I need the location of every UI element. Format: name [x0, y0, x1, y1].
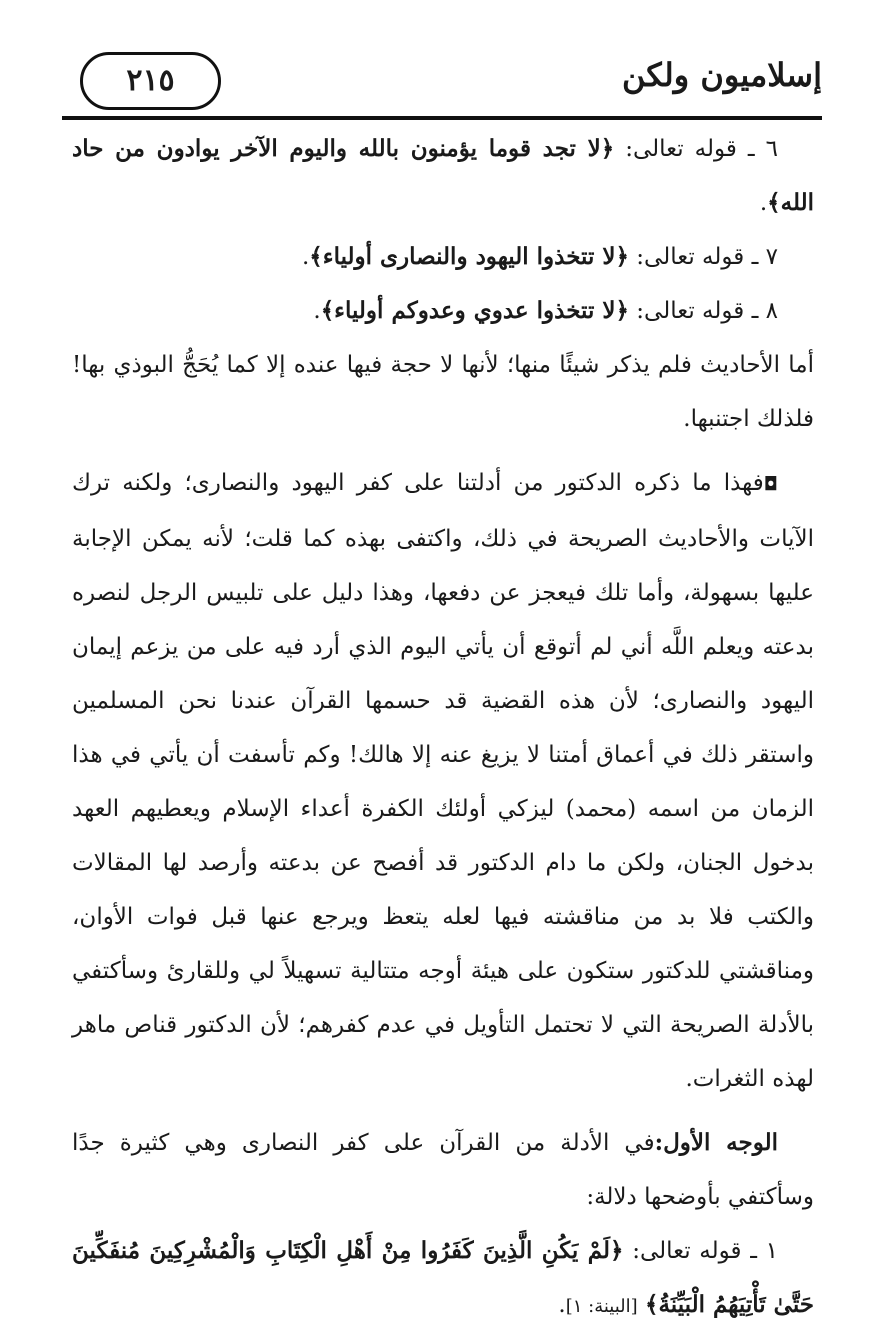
verse-item-6: ٦ ـ قوله تعالى: ﴿لا تجد قوما يؤمنون بالله واليوم الآخر يوادون من حاد الله﴾.: [72, 135, 814, 216]
quran-quote: ﴿لا تتخذوا اليهود والنصارى أولياء﴾: [309, 243, 629, 270]
surah-reference: [البينة: ١]: [565, 1296, 638, 1317]
verse-item-8: ٨ ـ قوله تعالى: ﴿لا تتخذوا عدوي وعدوكم أولياء﴾.: [313, 297, 778, 324]
quran-quote: ﴿لا تجد قوما يؤمنون بالله واليوم الآخر يوادون من حاد الله﴾: [72, 135, 814, 216]
page-body: [72, 122, 814, 1334]
page-number: ٢١٥: [80, 52, 221, 110]
section-heading: الوجه الأول:: [654, 1129, 778, 1156]
running-title: إسلاميون ولكن: [622, 56, 822, 94]
main-paragraph: ◘فهذا ما ذكره الدكتور من أدلتنا على كفر اليهود والنصارى؛ ولكنه ترك الآيات والأحاديث الصريحة في ذلك، واكتفى بهذه كما قلت؛ لأنه يمكن الإجابة عليها بسهولة، وأما تلك فيعجز عن دفعها، وهذا دليل على تلبيس الرجل لنصره بدعته ويعلم اللَّه أني لم أتوقع أن يأتي اليوم الذي أرد فيه على من يزعم إيمان اليهود والنصارى؛ لأن هذه القضية قد حسمها القرآن عندنا نحن المسلمين واستقر ذلك في أعماق أمتنا لا يزيغ عنه إلا هالك! وكم تأسفت أن يأتي في هذا الزمان من اسمه (محمد) ليزكي أولئك الكفرة أعداء الإسلام ويعطيهم العهد بدخول الجنان، ولكن ما دام الدكتور قد أفصح عن بدعته وأرصد لها المقالات والكتب فلا بد من مناقشته فيها لعله يتعظ ويرجع عنها قبل فوات الأوان، ومناقشتي للدكتور ستكون على هيئة أوجه متتالية تسهيلاً لي وللقارئ وسأكتفي بالأدلة الصريحة التي لا تحتمل التأويل في عدم كفرهم؛ لأن الدكتور قناص ماهر لهذه الثغرات.: [72, 470, 814, 1092]
section-text: في الأدلة من القرآن على كفر النصارى وهي كثيرة جدًا وسأكتفي بأوضحها دلالة:: [72, 1130, 814, 1210]
verse-item-1: ١ ـ قوله تعالى: ﴿لَمْ يَكُنِ الَّذِينَ كَفَرُوا مِنْ أَهْلِ الْكِتَابِ وَالْمُشْرِكِينَ مُنفَكِّينَ حَتَّىٰ تَأْتِيَهُمُ الْبَيِّنَةُ﴾ [البينة: ١].: [72, 1237, 814, 1318]
hadith-paragraph: أما الأحاديث فلم يذكر شيئًا منها؛ لأنها لا حجة فيها عنده إلا كما يُحَجُّ البوذي بها! فلذلك اجتنبها.: [72, 352, 814, 432]
quran-quote: ﴿لا تتخذوا عدوي وعدوكم أولياء﴾: [320, 297, 629, 324]
square-bullet-icon: ◘: [763, 474, 779, 495]
verse-item-7: ٧ ـ قوله تعالى: ﴿لا تتخذوا اليهود والنصارى أولياء﴾.: [301, 243, 778, 270]
section-first-aspect: [72, 1116, 814, 1224]
quran-quote: ﴿لَمْ يَكُنِ الَّذِينَ كَفَرُوا مِنْ أَهْلِ الْكِتَابِ وَالْمُشْرِكِينَ مُنفَكِّينَ حَتَّىٰ تَأْتِيَهُمُ الْبَيِّنَةُ﴾: [72, 1237, 814, 1318]
page-header: [62, 48, 822, 120]
